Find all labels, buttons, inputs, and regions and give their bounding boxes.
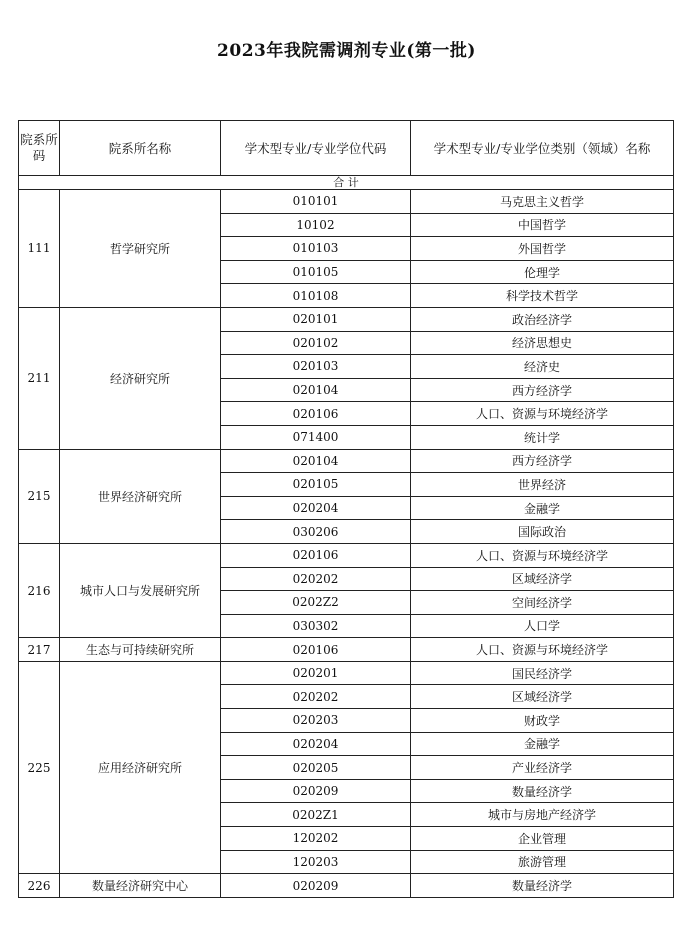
table-row [19,661,674,685]
dept-name-cell: 哲学研究所 [60,190,221,308]
major-name-cell: 金融学 [411,496,674,520]
dept-name-cell: 世界经济研究所 [60,449,221,543]
major-name-cell: 人口、资源与环境经济学 [411,543,674,567]
major-code-cell: 020203 [221,709,411,733]
table-row [19,543,674,567]
major-code-cell: 0202Z2 [221,591,411,615]
major-name-cell: 国际政治 [411,520,674,544]
dept-code-cell: 111 [19,190,60,308]
header-major-name: 学术型专业/专业学位类别（领域）名称 [411,121,674,176]
major-code-cell: 020209 [221,874,411,898]
major-code-cell: 020104 [221,378,411,402]
major-name-cell: 产业经济学 [411,756,674,780]
major-code-cell: 10102 [221,213,411,237]
major-name-cell: 世界经济 [411,473,674,497]
major-code-cell: 010108 [221,284,411,308]
major-name-cell: 伦理学 [411,260,674,284]
table-row [19,638,674,662]
table-row [19,449,674,473]
major-name-cell: 数量经济学 [411,874,674,898]
dept-name-cell: 经济研究所 [60,307,221,449]
major-name-cell: 城市与房地产经济学 [411,803,674,827]
major-code-cell: 010103 [221,237,411,261]
major-code-cell: 020204 [221,732,411,756]
dept-code-cell: 226 [19,874,60,898]
major-code-cell: 120203 [221,850,411,874]
major-name-cell: 马克思主义哲学 [411,190,674,214]
major-code-cell: 020106 [221,638,411,662]
major-code-cell: 020202 [221,685,411,709]
major-code-cell: 020102 [221,331,411,355]
major-name-cell: 金融学 [411,732,674,756]
dept-code-cell: 211 [19,307,60,449]
dept-name-cell: 应用经济研究所 [60,661,221,873]
major-code-cell: 010105 [221,260,411,284]
major-code-cell: 020104 [221,449,411,473]
total-label: 合 计 [19,176,674,190]
major-code-cell: 020205 [221,756,411,780]
major-code-cell: 020106 [221,402,411,426]
major-name-cell: 区域经济学 [411,685,674,709]
major-code-cell: 020204 [221,496,411,520]
dept-code-cell: 225 [19,661,60,873]
header-major-code: 学术型专业/专业学位代码 [221,121,411,176]
major-code-cell: 071400 [221,425,411,449]
major-code-cell: 020105 [221,473,411,497]
major-code-cell: 020103 [221,355,411,379]
major-code-cell: 120202 [221,827,411,851]
major-name-cell: 外国哲学 [411,237,674,261]
major-code-cell: 0202Z1 [221,803,411,827]
major-code-cell: 030206 [221,520,411,544]
major-code-cell: 010101 [221,190,411,214]
table-row [19,307,674,331]
header-dept-name: 院系所名称 [60,121,221,176]
table-row [19,190,674,214]
major-code-cell: 020201 [221,661,411,685]
major-name-cell: 政治经济学 [411,307,674,331]
major-name-cell: 数量经济学 [411,779,674,803]
major-name-cell: 经济史 [411,355,674,379]
major-name-cell: 空间经济学 [411,591,674,615]
total-row [19,176,674,190]
major-name-cell: 旅游管理 [411,850,674,874]
dept-name-cell: 数量经济研究中心 [60,874,221,898]
table-row [19,874,674,898]
header-row [19,121,674,176]
major-name-cell: 经济思想史 [411,331,674,355]
major-code-cell: 020101 [221,307,411,331]
dept-name-cell: 城市人口与发展研究所 [60,543,221,637]
major-name-cell: 国民经济学 [411,661,674,685]
header-dept-code: 院系所码 [19,121,60,176]
major-code-cell: 030302 [221,614,411,638]
major-name-cell: 区域经济学 [411,567,674,591]
major-name-cell: 统计学 [411,425,674,449]
major-code-cell: 020106 [221,543,411,567]
dept-name-cell: 生态与可持续研究所 [60,638,221,662]
major-name-cell: 人口、资源与环境经济学 [411,638,674,662]
majors-table [18,120,674,898]
major-name-cell: 西方经济学 [411,449,674,473]
major-name-cell: 中国哲学 [411,213,674,237]
major-code-cell: 020209 [221,779,411,803]
major-code-cell: 020202 [221,567,411,591]
dept-code-cell: 216 [19,543,60,637]
major-name-cell: 人口、资源与环境经济学 [411,402,674,426]
page-title: 2023年我院需调剂专业(第一批) [217,41,476,61]
major-name-cell: 科学技术哲学 [411,284,674,308]
major-name-cell: 西方经济学 [411,378,674,402]
dept-code-cell: 215 [19,449,60,543]
major-name-cell: 人口学 [411,614,674,638]
major-name-cell: 企业管理 [411,827,674,851]
major-name-cell: 财政学 [411,709,674,733]
dept-code-cell: 217 [19,638,60,662]
